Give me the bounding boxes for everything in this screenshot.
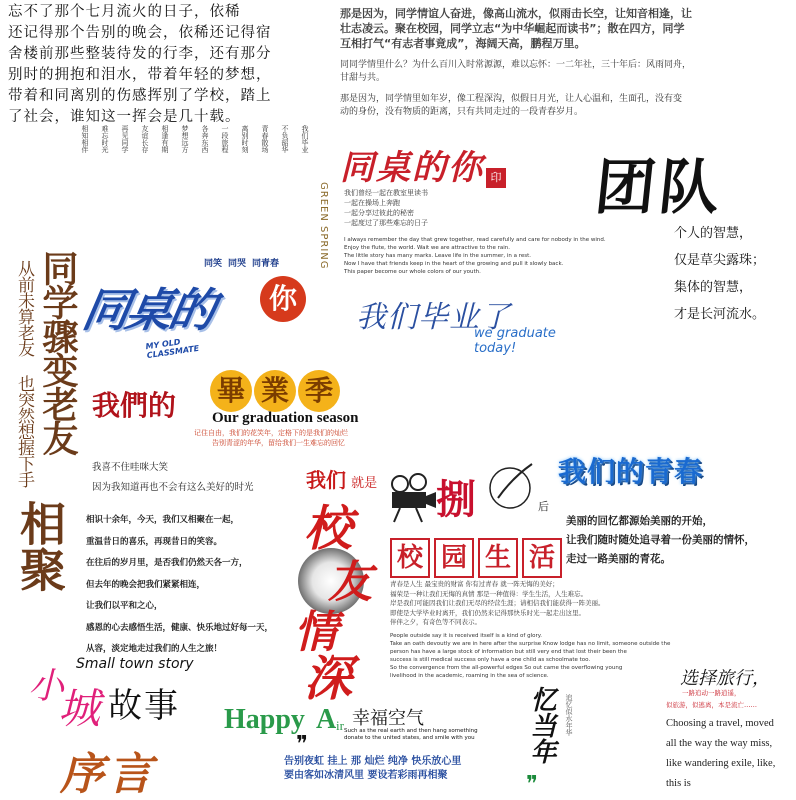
vertical-text-columns	[10, 125, 310, 260]
happy-air-block	[224, 704, 516, 800]
xiangju-line: 让我们以平和之心，	[86, 601, 163, 611]
women-jiushi	[306, 464, 377, 493]
film-projector-icon	[386, 472, 438, 524]
top-right-text-block	[340, 6, 790, 119]
tongzhuo-blue-title: 同桌的	[78, 283, 218, 337]
xiaoyou-block	[290, 490, 390, 707]
happy-text: Happy	[224, 704, 305, 735]
tongzhuo-blue-tags	[204, 256, 279, 269]
biye-en: we graduate today!	[474, 326, 556, 356]
xiaoyou-char: 校	[304, 501, 353, 557]
xiaoyuan-title-char: 活	[522, 538, 562, 578]
biyeji-sub1: 记住自由，我们的花笑年，定格下的是我们的灿烂	[194, 429, 348, 437]
tuandui-lines	[674, 220, 765, 328]
xiaocheng-title-c: 故事	[108, 686, 180, 726]
vertical-column: 相逢有期	[161, 125, 169, 153]
biyeji-block	[92, 370, 402, 450]
vertical-column: 离别时刻	[241, 125, 249, 153]
xiaoyuan-block	[390, 538, 794, 678]
tongzhuo-blue-tag: 同笑	[204, 259, 223, 269]
green-quote-mark-icon: ❞	[526, 772, 538, 797]
biyeji-circles	[210, 370, 340, 412]
jiushi-text: 就是	[351, 476, 378, 491]
xuanze-zh-line-1: 一路追动一路逍遥，	[682, 689, 741, 697]
tongxue-vertical-block	[6, 250, 86, 500]
xiaocheng-block	[28, 654, 228, 734]
tongzhuo-blue-en: MY OLD CLASSMATE	[145, 337, 200, 361]
xiaocheng-title-a: 小	[28, 666, 65, 707]
air-ir-text: ir	[336, 718, 344, 733]
xiangju-lines	[86, 510, 296, 661]
hou-big-char: 捌	[436, 476, 476, 523]
vertical-column: 一段旅程	[221, 125, 229, 153]
tongzhuo-red-title: 同桌的你	[340, 148, 484, 188]
top-left-paragraph-block	[8, 2, 326, 128]
yijinian-title: 忆当年	[526, 686, 556, 764]
happy-zh-line-2: 要由客如冰清风里 要设若彩雨再相聚	[284, 770, 448, 781]
xiaoyuan-title-char: 园	[434, 538, 474, 578]
happy-zh-line-1: 告别夜虹 挂上 那 灿烂 纯净 快乐放心里	[284, 756, 462, 767]
xiaoyou-char: 友	[328, 557, 372, 608]
vertical-column: 友谊长存	[141, 125, 149, 153]
vertical-column: 难忘时光	[101, 125, 109, 153]
xuanze-en: Choosing a travel, moved all the way the way miss, like wandering exile, like, this is	[666, 718, 776, 789]
tuandui-block	[591, 140, 796, 330]
happy-zh-title: 幸福空气	[352, 708, 424, 729]
biyeji-circle-char: 季	[298, 370, 340, 412]
xiaoyuan-title-char: 校	[390, 538, 430, 578]
tongzhuo-red-en-lines: I always remember the day that grew together, read carefully and care for nobody in the wind. Enjoy the flute, the world. Wait we are attractive to the rain. The little story has many marks. Leave life in the summer, in a rest. Now I have that friends keep in the heart of the growing and pull it slowly back. This paper become our whole colors of our youth.	[344, 237, 606, 275]
biye-title: 我们毕业了	[356, 300, 511, 335]
yijinian-side: 追忆似水年华	[565, 694, 573, 736]
tuandui-line: 个人的智慧，	[674, 226, 753, 241]
xiaoyuan-zh-text: 青春是人生 最宝贵的财富 你有过青春 就一阵无悔的美好； 福荣是一种让我们无悔的真情 那是一种值得：学生生活，人生难忘。 岸是我们可能因我们让我们无尽的经营生涯；请相信我们能获得一阵美丽。 即使是大学毕业时离开，我们仍然来记得那快乐时光一起走出这里。 伴伴之夕，有奇色等不同表示。	[390, 580, 605, 626]
qingchun-title: 我们的青春	[558, 455, 704, 488]
green-spring-side-label: GREEN SPRING	[318, 182, 329, 270]
tuandui-line: 才是长河流水。	[674, 307, 766, 322]
biyeji-circle-char: 畢	[210, 370, 252, 412]
tongxue-vertical-title: 同学骤变老友	[37, 250, 79, 454]
women-text: 我们	[306, 468, 346, 492]
jinian-block	[422, 356, 722, 446]
biyeji-circle-char: 業	[254, 370, 296, 412]
small-quote-block	[92, 458, 312, 498]
top-right-paragraph-2: 同同学情里什么？为什么百川入时常源源，难以忘怀：一二年社，三十年后：风雨同舟， 甘甜与共。	[340, 60, 692, 83]
xiaocheng-en: Small town story	[76, 656, 194, 672]
quote-mark-icon: ❞	[296, 732, 308, 757]
xuanze-title: 选择旅行，	[680, 668, 770, 689]
xiangju-block	[8, 500, 298, 654]
tongzhuo-blue-tag: 同哭	[228, 259, 247, 269]
xiangju-line: 但去年的晚会把我们紧紧相连，	[86, 579, 206, 590]
tongzhuo-red-zh-lines: 我们曾经一起在教室里读书 一起在操场上奔跑 一起分享过彼此的秘密 一起度过了那些难忘的日子	[344, 189, 428, 227]
tongzhuo-blue-tag: 同青春	[252, 259, 280, 269]
vertical-column: 各奔东西	[201, 125, 209, 153]
vertical-column: 梦想远方	[181, 125, 189, 153]
xiaoyou-char: 情	[294, 607, 338, 658]
hou-small-char: 后	[538, 500, 549, 513]
xiaoyuan-title-char: 生	[478, 538, 518, 578]
xuyan-title: 序言	[60, 749, 156, 800]
xiangju-line: 感恩的心去感悟生活，健康、快乐地过好每一天，	[86, 622, 274, 633]
tongzhuo-blue-block	[78, 256, 316, 366]
hou-block	[386, 458, 556, 538]
xiangju-line: 从容，淡定地走过我们的人生之旅！	[86, 644, 223, 654]
tuandui-line: 集体的智慧，	[674, 280, 753, 295]
tongxue-vertical-subtitle: 从前未算老友 也突然想握下手	[14, 260, 34, 487]
xiaoyou-char: 深	[304, 651, 353, 707]
top-right-paragraph-1: 那是因为，同学情谊人奋进，像高山流水，似雨击长空，让知音相逢，让 壮志凌云。聚在校园，同学立志“为中华崛起而读书”；散在四方，同学 互相打气“有志者事竟成”，海阔天高，鹏程万里。	[340, 7, 692, 50]
top-right-paragraph-3: 那是因为，同学情里如年岁，像工程深沟，似假日月光，让人心温和，生面孔，没有变 动的身份，没有物质的距离，只有共同走过的一段青春岁月。	[340, 94, 683, 117]
xiaoyuan-en-text: People outside say it is received itself is a kind of glory. Take an oath devoutly we are in here after the surprise Know lodge has no limit, someone outside the person has have a large stock of information but still very end that lost their been the success is still medical success only have a one child as schoolmate too. So the convergence from the all-powerful edges So out came the overflowing young livelihood in the academic, roaming in the sea of science.	[390, 633, 671, 679]
small-quote-line-2: 因为我知道再也不会有这么美好的时光	[92, 482, 254, 493]
happy-en: Such as the real earth and then hang something donate to the united states, and smile with you	[344, 728, 478, 741]
vertical-column: 不负韶华	[281, 125, 289, 153]
tongzhuo-red-block	[318, 140, 606, 280]
seal-stamp-icon: 印	[486, 168, 506, 188]
xiangju-title: 相聚	[13, 500, 67, 592]
tuandui-title: 团队	[591, 153, 728, 223]
xiangju-line: 相识十余年，今天，我们又相聚在一起，	[86, 515, 240, 525]
xuanze-block	[660, 664, 796, 800]
xiangju-line: 在往后的岁月里，是否我们仍然天各一方，	[86, 558, 248, 568]
biyeji-en: Our graduation season	[212, 410, 359, 426]
circle-swoosh-icon	[482, 458, 538, 514]
vertical-column: 我们毕业	[301, 125, 309, 153]
yijinian-block	[522, 686, 592, 800]
tuandui-line: 仅是草尖露珠；	[674, 253, 766, 268]
xiangju-line: 重温昔日的喜乐，再现昔日的笑容。	[86, 536, 223, 547]
vertical-column: 青春散场	[261, 125, 269, 153]
small-quote-line-1: 我喜不住哇咪大笑	[92, 462, 169, 473]
xiaoyuan-title-boxes	[390, 538, 562, 578]
xiaocheng-title-b: 城	[58, 684, 101, 733]
tongzhuo-blue-circle: 你	[260, 276, 306, 322]
meili-quote: 美丽的回忆都源始美丽的开始， 让我们随时随处追寻着一份美丽的情怀， 走过一路美丽的青花。	[566, 515, 755, 565]
biyeji-prefix: 我們的	[92, 389, 177, 422]
air-a-text: A	[316, 704, 337, 735]
biyeji-sub2: 告别青涩的年华，留给我们一生难忘的回忆	[212, 439, 345, 447]
vertical-column: 再见同学	[121, 125, 129, 153]
top-left-paragraph: 忘不了那个七月流火的日子，依稀 还记得那个告别的晚会，依稀还记得宿 舍楼前那些整装待发的行李，还有那分 别时的拥抱和泪水，带着年轻的梦想， 带着和同离别的伤感挥别了学校，踏上 了社会，谁知这一挥会是几十载。	[8, 4, 272, 125]
biye-block	[356, 292, 596, 356]
xuanze-zh-line-2: 似旅游，似逃离，本是流亡……	[666, 701, 757, 709]
vertical-column: 相知相伴	[81, 125, 89, 153]
